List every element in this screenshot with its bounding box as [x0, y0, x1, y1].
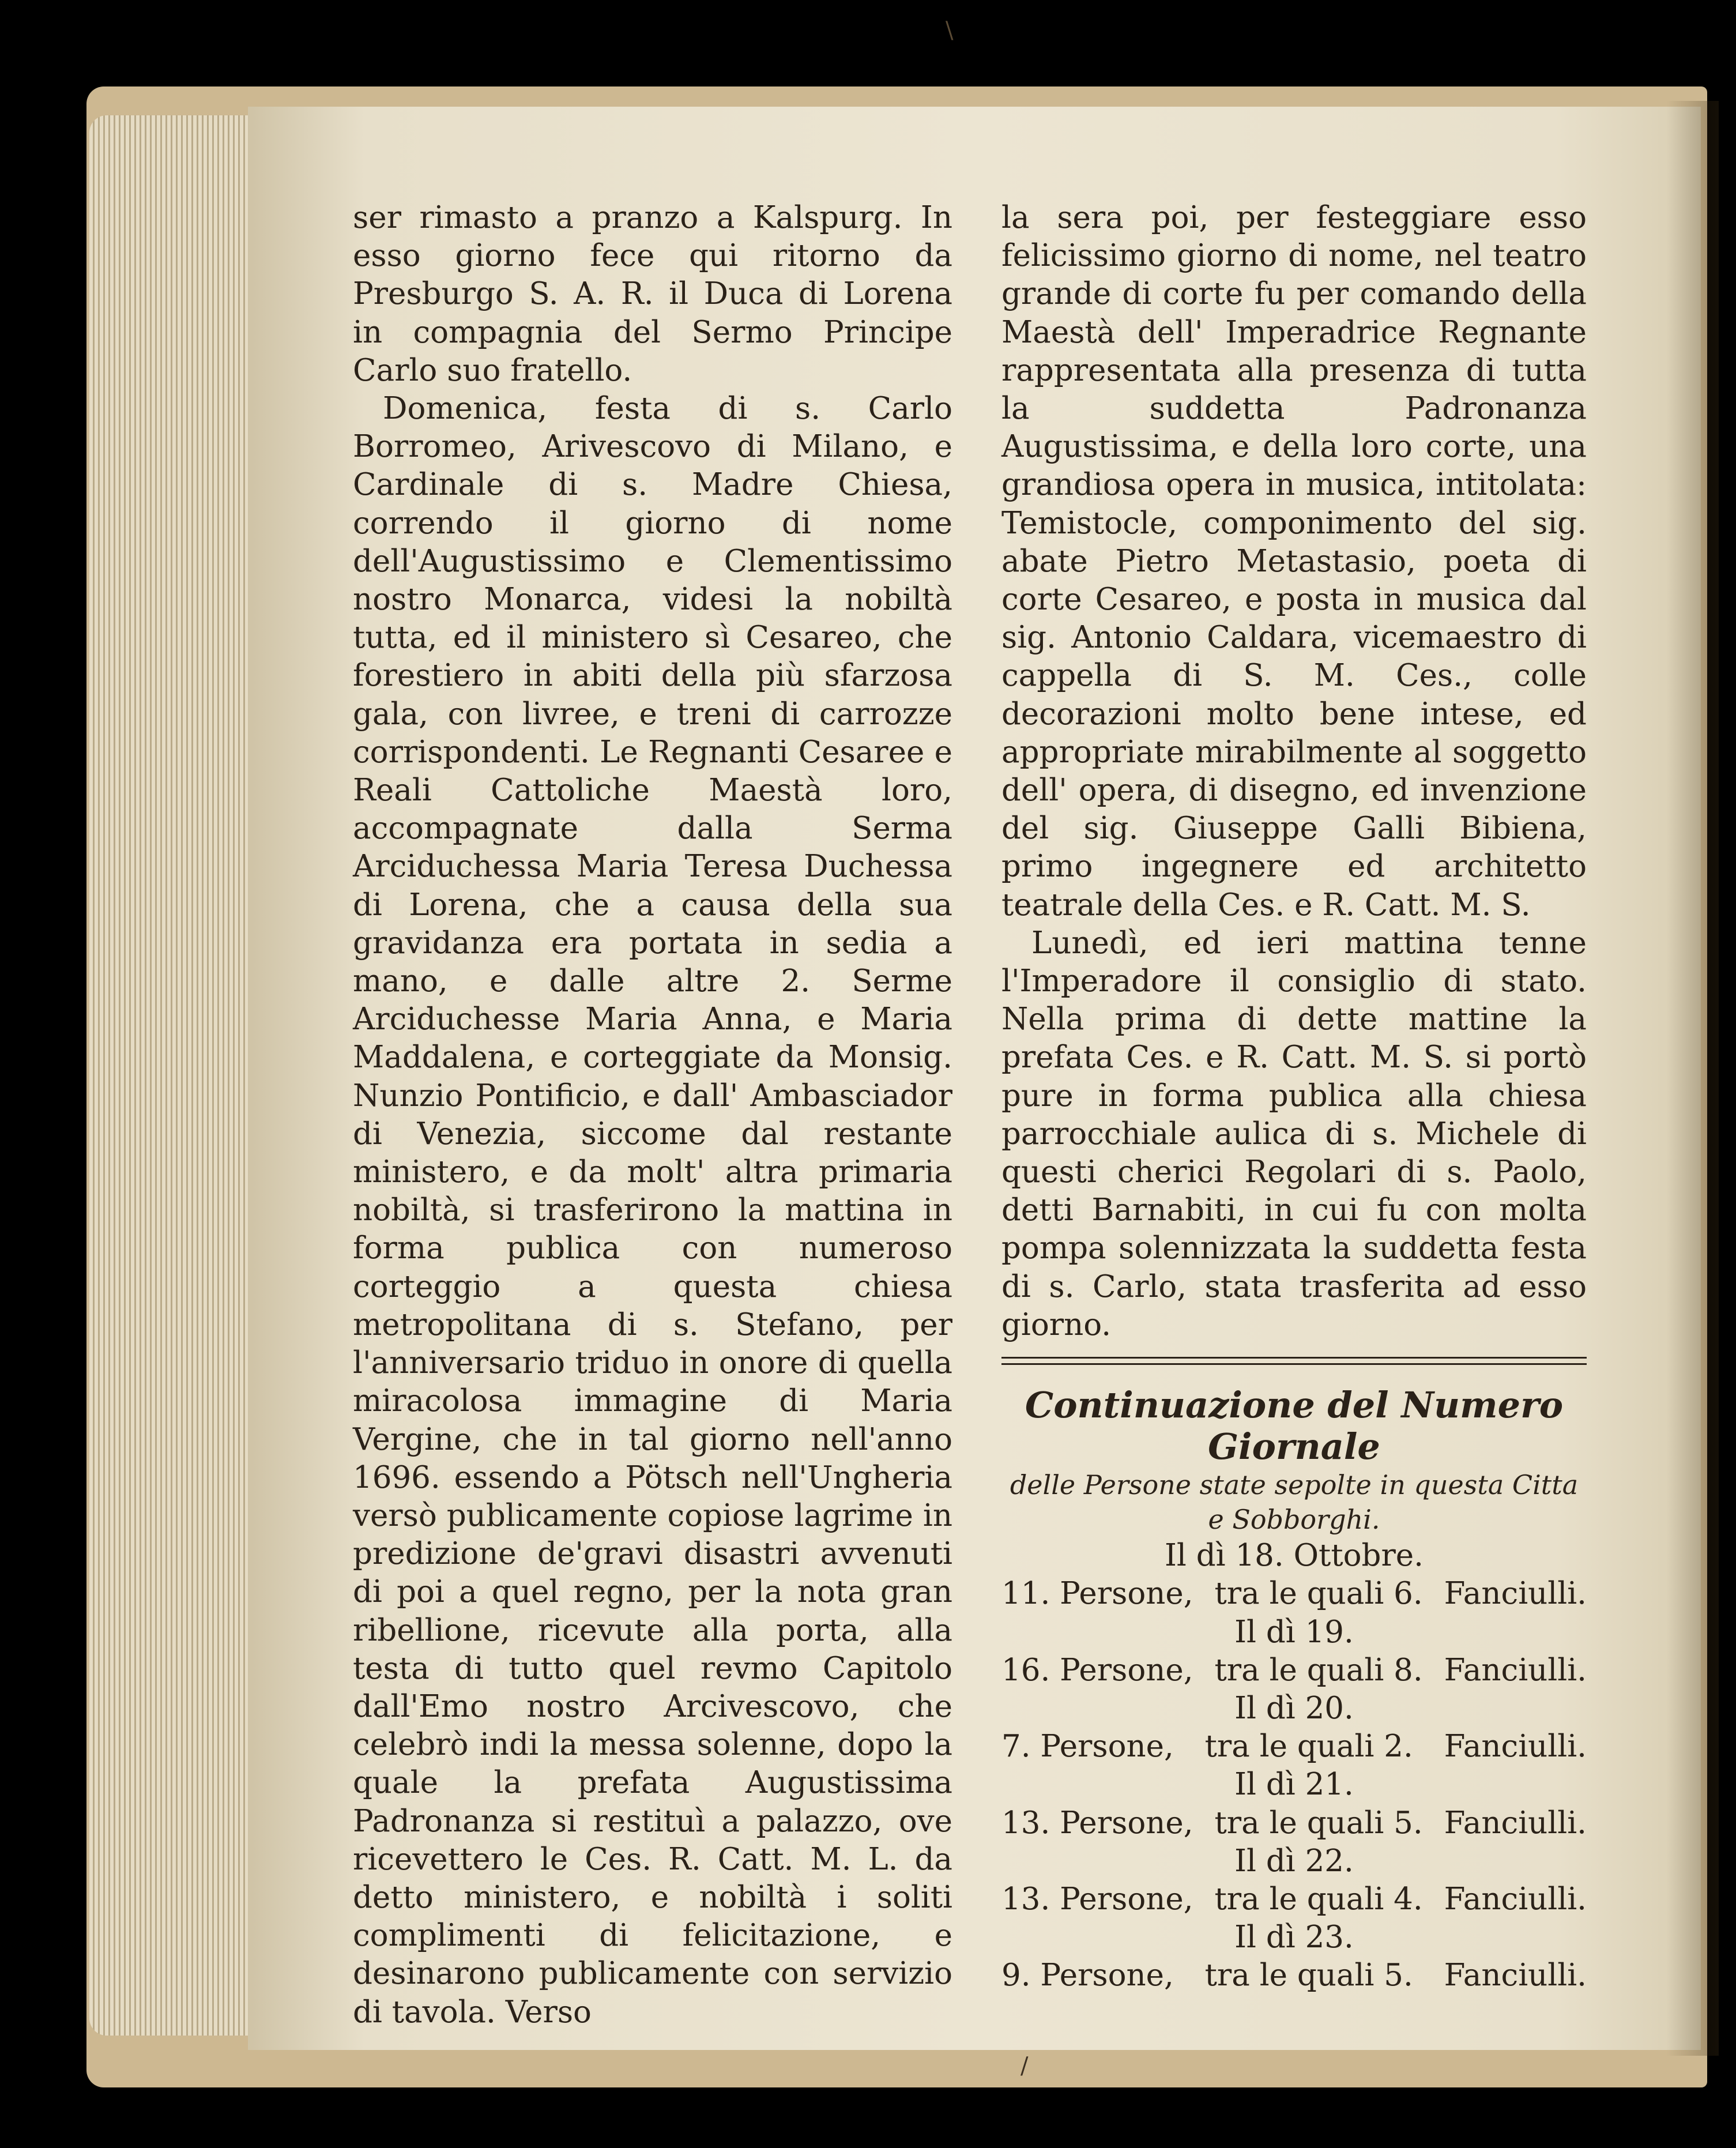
burial-count: 11. Persone,	[1001, 1576, 1193, 1612]
burial-between: tra le quali 6.	[1214, 1576, 1423, 1612]
burial-count: 13. Persone,	[1001, 1805, 1193, 1841]
burial-count: 16. Persone,	[1001, 1652, 1193, 1688]
burial-count: 13. Persone,	[1001, 1881, 1193, 1917]
burial-date: Il dì 19.	[1234, 1614, 1354, 1650]
paragraph: Domenica, festa di s. Carlo Borromeo, Arivescovo di Milano, e Cardinale di s. Madre Chiesa, correndo il giorno di nome dell'Augustissimo e Clementissimo nostro Monarca, videsi la nobiltà tutta, ed il ministero sì Cesareo, che forestiero in abiti della più sfarzosa gala, con livree, e treni di carrozze corrispondenti. Le Regnanti Cesaree e Reali Cattoliche Maestà loro, accompagnate dalla Serma Arciduchessa Maria Teresa Duchessa di Lorena, che a causa della sua gravidanza era portata in sedia a mano, e dalle altre 2. Serme Arciduchesse Maria Anna, e Maria Maddalena, e corteggiate da Monsig. Nunzio Pontificio, e dall' Ambasciador di Venezia, siccome dal restante ministero, e da molt' altra primaria nobiltà, si trasferirono la mattina in forma publica con numeroso corteggio a questa chiesa metropolitana di s. Stefano, per l'anniversario triduo in onore di quella miracolosa immagine di Maria Vergine, che in tal giorno nell'anno 1696. essendo a Pötsch nell'Ungheria versò publicamente copiose lagrime in predizione de'gravi disastri avvenuti di poi a quel regno, per la nota gran ribellione, ricevute alla porta, alla testa di tutto quel revmo Capitolo dall'Emo nostro Arcivescovo, che celebrò indi la messa solenne, dopo la quale la prefata Augustissima Padronanza si restituì a palazzo, ove ricevettero le Ces. R. Catt. M. L. da detto ministero, e nobiltà i soliti complimenti di felicitazione, e desinarono publicamente con servizio di tavola. Verso	[353, 391, 952, 2030]
burial-between: tra le quali 4.	[1214, 1881, 1423, 1917]
section-divider	[1001, 1357, 1587, 1365]
burial-entry	[1001, 1575, 1587, 1613]
burial-between: tra le quali 5.	[1214, 1805, 1423, 1841]
burial-date: Il dì 20.	[1234, 1690, 1354, 1726]
burial-date: Il dì 22.	[1234, 1843, 1354, 1879]
burial-entry	[1001, 1652, 1587, 1690]
burial-entry	[1001, 1880, 1587, 1918]
section-title: Continuazione del Numero Giornale	[1025, 1384, 1564, 1468]
burial-count: 7. Persone,	[1001, 1729, 1174, 1765]
right-column	[1001, 199, 1587, 1995]
paragraph: la sera poi, per festeggiare esso felicissimo giorno di nome, nel teatro grande di corte fu per comando della Maestà dell' Imperadrice Regnante rappresentata alla presenza di tutta la suddetta Padronanza Augustissima, e della loro corte, una grandiosa opera in musica, intitolata: Temistocle, componimento del sig. abate Pietro Metastasio, poeta di corte Cesareo, e posta in musica dal sig. Antonio Caldara, vicemaestro di cappella di S. M. Ces., colle decorazioni molto bene intese, ed appropriate mirabilmente al soggetto dell' opera, di disegno, ed invenzione del sig. Giuseppe Galli Bibiena, primo ingegnere ed architetto teatrale della Ces. e R. Catt. M. S.	[1001, 200, 1587, 923]
burial-kind: Fanciulli.	[1444, 1805, 1587, 1841]
burial-date: Il dì 18. Ottobre.	[1164, 1538, 1424, 1574]
burial-kind: Fanciulli.	[1444, 1958, 1587, 1993]
burial-kind: Fanciulli.	[1444, 1576, 1587, 1612]
burial-between: tra le quali 5.	[1204, 1958, 1413, 1993]
section-subtitle: e Sobborghi.	[1208, 1504, 1380, 1536]
burial-kind: Fanciulli.	[1444, 1729, 1587, 1765]
page-edges	[89, 115, 251, 2036]
paragraph: ser rimasto a pranzo a Kalspurg. In esso giorno fece qui ritorno da Presburgo S. A. R. il Duca di Lorena in compagnia del Sermo Principe Carlo suo fratello.	[353, 200, 952, 388]
left-column	[353, 199, 952, 2032]
top-mark: \	[946, 17, 954, 44]
burial-between: tra le quali 8.	[1214, 1652, 1423, 1688]
burial-entry	[1001, 1804, 1587, 1842]
burial-date: Il dì 23.	[1234, 1920, 1354, 1955]
burial-count: 9. Persone,	[1001, 1958, 1174, 1993]
bottom-mark: /	[1020, 2053, 1029, 2079]
paragraph: Lunedì, ed ieri mattina tenne l'Imperadore il consiglio di stato. Nella prima di dette mattine la prefata Ces. e R. Catt. M. S. si portò pure in forma publica alla chiesa parrocchiale aulica di s. Michele di questi cherici Regolari di s. Paolo, detti Barnabiti, in cui fu con molta pompa solennizzata la suddetta festa di s. Carlo, stata trasferita ad esso giorno.	[1001, 925, 1587, 1342]
burial-entry	[1001, 1957, 1587, 1995]
burial-between: tra le quali 2.	[1204, 1729, 1413, 1765]
section-subtitle: delle Persone state sepolte in questa Citta	[1010, 1469, 1579, 1501]
burial-date: Il dì 21.	[1234, 1767, 1354, 1803]
burial-entry	[1001, 1728, 1587, 1766]
burial-kind: Fanciulli.	[1444, 1652, 1587, 1688]
spine-shadow	[1667, 101, 1719, 2056]
burial-kind: Fanciulli.	[1444, 1881, 1587, 1917]
